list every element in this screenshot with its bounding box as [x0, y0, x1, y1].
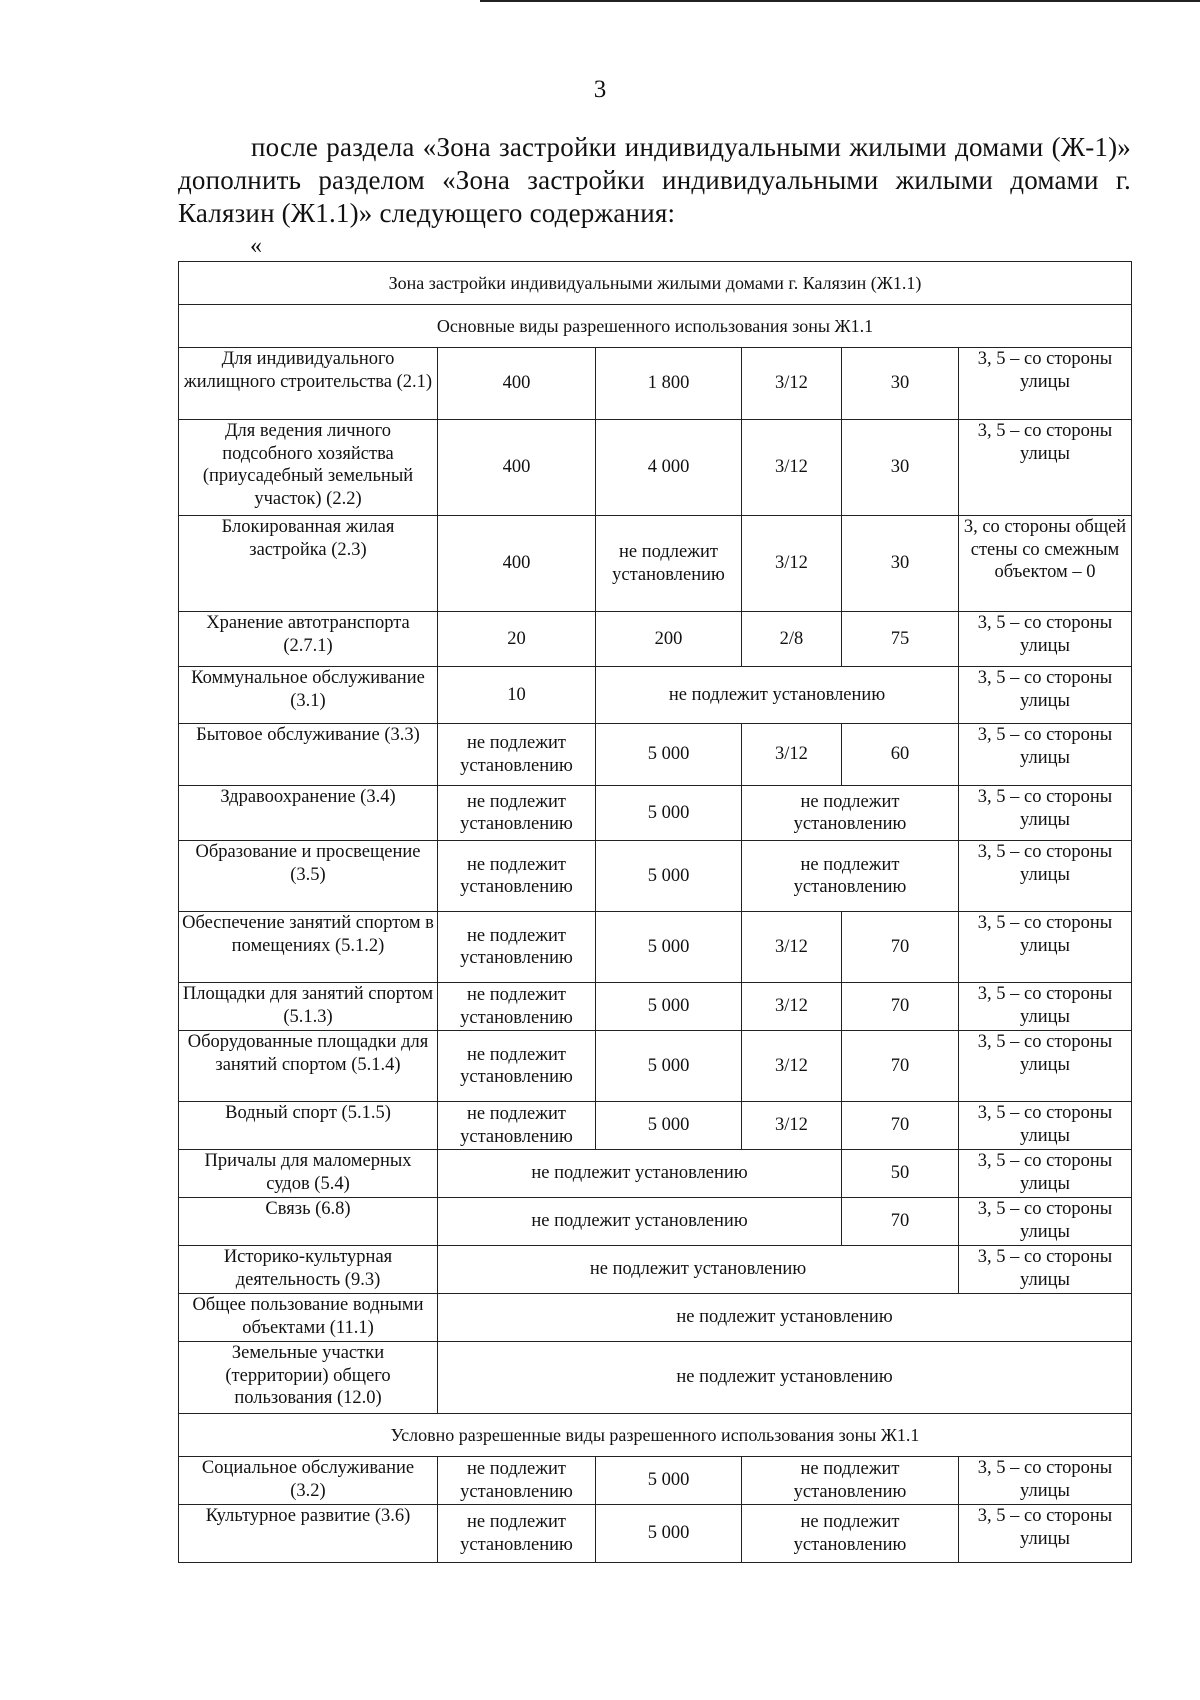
- min-area-cell: 20: [438, 612, 596, 667]
- table-row: [179, 724, 1132, 786]
- min-area-cell: не подлежит установлению: [438, 983, 596, 1031]
- setback-cell: 3, 5 – со стороны улицы: [959, 983, 1132, 1031]
- setback-cell: 3, 5 – со стороны улицы: [959, 348, 1132, 420]
- use-type-name: Культурное развитие (3.6): [179, 1505, 438, 1563]
- max-area-cell: 5 000: [596, 786, 742, 841]
- setback-cell: 3, 5 – со стороны улицы: [959, 1102, 1132, 1150]
- params-merged-cell: не подлежит установлению: [438, 1342, 1132, 1414]
- coverage-cell: 30: [842, 420, 959, 516]
- use-type-name: Общее пользование водными объектами (11.1): [179, 1294, 438, 1342]
- section-main-header: Основные виды разрешенного использования зоны Ж1.1: [179, 305, 1132, 348]
- max-area-cell: 200: [596, 612, 742, 667]
- coverage-cell: 70: [842, 1102, 959, 1150]
- floors-height-cell: 3/12: [742, 1102, 842, 1150]
- table-row: [179, 1342, 1132, 1414]
- max-area-cell: 5 000: [596, 1102, 742, 1150]
- use-type-name: Здравоохранение (3.4): [179, 786, 438, 841]
- use-type-name: Оборудованные площадки для занятий спортом (5.1.4): [179, 1031, 438, 1102]
- table-row: [179, 1294, 1132, 1342]
- max-area-cell: 5 000: [596, 724, 742, 786]
- params-merged-cell: не подлежит установлению: [438, 1198, 842, 1246]
- table-title: Зона застройки индивидуальными жилыми домами г. Калязин (Ж1.1): [179, 262, 1132, 305]
- floors-height-cell: 3/12: [742, 983, 842, 1031]
- table-row: [179, 1457, 1132, 1505]
- use-type-name: Хранение автотранспорта (2.7.1): [179, 612, 438, 667]
- table-row: [179, 420, 1132, 516]
- min-area-cell: не подлежит установлению: [438, 724, 596, 786]
- use-type-name: Коммунальное обслуживание (3.1): [179, 667, 438, 724]
- setback-cell: 3, 5 – со стороны улицы: [959, 1031, 1132, 1102]
- use-type-name: Бытовое обслуживание (3.3): [179, 724, 438, 786]
- setback-cell: 3, 5 – со стороны улицы: [959, 841, 1132, 912]
- min-area-cell: не подлежит установлению: [438, 1505, 596, 1563]
- floors-height-cell: 3/12: [742, 420, 842, 516]
- table-row: [179, 841, 1132, 912]
- min-area-cell: 400: [438, 420, 596, 516]
- use-type-name: Связь (6.8): [179, 1198, 438, 1246]
- setback-cell: 3, 5 – со стороны улицы: [959, 667, 1132, 724]
- table-row: [179, 1414, 1132, 1457]
- max-area-cell: 5 000: [596, 841, 742, 912]
- params-merged-cell: не подлежит установлению: [438, 1294, 1132, 1342]
- floors-coverage-merged-cell: не подлежит установлению: [742, 1457, 959, 1505]
- max-area-cell: 4 000: [596, 420, 742, 516]
- params-merged-cell: не подлежит установлению: [438, 1150, 842, 1198]
- floors-height-cell: 2/8: [742, 612, 842, 667]
- floors-height-cell: 3/12: [742, 516, 842, 612]
- min-area-cell: не подлежит установлению: [438, 841, 596, 912]
- coverage-cell: 30: [842, 516, 959, 612]
- floors-coverage-merged-cell: не подлежит установлению: [742, 1505, 959, 1563]
- floors-height-cell: 3/12: [742, 348, 842, 420]
- table-row: [179, 1246, 1132, 1294]
- page-number: 3: [593, 76, 607, 103]
- use-type-name: Причалы для маломерных судов (5.4): [179, 1150, 438, 1198]
- top-border-line: [480, 0, 1200, 2]
- table-row: [179, 1102, 1132, 1150]
- params-merged-cell: не подлежит установлению: [438, 1246, 959, 1294]
- min-area-cell: 400: [438, 348, 596, 420]
- coverage-cell: 50: [842, 1150, 959, 1198]
- setback-cell: 3, 5 – со стороны улицы: [959, 1246, 1132, 1294]
- table-row: [179, 786, 1132, 841]
- floors-height-cell: 3/12: [742, 912, 842, 983]
- coverage-cell: 60: [842, 724, 959, 786]
- table-row: [179, 1150, 1132, 1198]
- opening-quote: «: [250, 233, 262, 259]
- min-area-cell: не подлежит установлению: [438, 786, 596, 841]
- min-area-cell: 10: [438, 667, 596, 724]
- table-row: [179, 667, 1132, 724]
- use-type-name: Для ведения личного подсобного хозяйства (приусадебный земельный участок) (2.2): [179, 420, 438, 516]
- use-type-name: Обеспечение занятий спортом в помещениях (5.1.2): [179, 912, 438, 983]
- setback-cell: 3, 5 – со стороны улицы: [959, 420, 1132, 516]
- use-type-name: Блокированная жилая застройка (2.3): [179, 516, 438, 612]
- floors-height-cell: 3/12: [742, 1031, 842, 1102]
- setback-cell: 3, 5 – со стороны улицы: [959, 912, 1132, 983]
- zone-table: [178, 261, 1132, 1563]
- coverage-cell: 70: [842, 1198, 959, 1246]
- max-area-cell: 5 000: [596, 1457, 742, 1505]
- table-row: [179, 516, 1132, 612]
- min-area-cell: 400: [438, 516, 596, 612]
- setback-cell: 3, со стороны общей стены со смежным объектом – 0: [959, 516, 1132, 612]
- use-type-name: Водный спорт (5.1.5): [179, 1102, 438, 1150]
- setback-cell: 3, 5 – со стороны улицы: [959, 786, 1132, 841]
- use-type-name: Социальное обслуживание (3.2): [179, 1457, 438, 1505]
- floors-coverage-merged-cell: не подлежит установлению: [742, 786, 959, 841]
- setback-cell: 3, 5 – со стороны улицы: [959, 1198, 1132, 1246]
- min-area-cell: не подлежит установлению: [438, 1031, 596, 1102]
- coverage-cell: 75: [842, 612, 959, 667]
- coverage-cell: 70: [842, 912, 959, 983]
- table-row: [179, 1031, 1132, 1102]
- table-row: [179, 612, 1132, 667]
- use-type-name: Образование и просвещение (3.5): [179, 841, 438, 912]
- floors-height-cell: 3/12: [742, 724, 842, 786]
- max-area-cell: 5 000: [596, 912, 742, 983]
- intro-paragraph: после раздела «Зона застройки индивидуальными жилыми домами (Ж-1)» дополнить разделом «Зона застройки индивидуальными жилыми домами г. Калязин (Ж1.1)» следующего содержания:: [178, 132, 1131, 228]
- section-conditional-header: Условно разрешенные виды разрешенного использования зоны Ж1.1: [179, 1414, 1132, 1457]
- min-area-cell: не подлежит установлению: [438, 1457, 596, 1505]
- min-area-cell: не подлежит установлению: [438, 912, 596, 983]
- use-type-name: Для индивидуального жилищного строительства (2.1): [179, 348, 438, 420]
- zone-table-body: [179, 262, 1132, 1563]
- setback-cell: 3, 5 – со стороны улицы: [959, 612, 1132, 667]
- use-type-name: Историко-культурная деятельность (9.3): [179, 1246, 438, 1294]
- coverage-cell: 70: [842, 1031, 959, 1102]
- max-area-cell: не подлежит установлению: [596, 516, 742, 612]
- use-type-name: Площадки для занятий спортом (5.1.3): [179, 983, 438, 1031]
- table-row: [179, 912, 1132, 983]
- use-type-name: Земельные участки (территории) общего пользования (12.0): [179, 1342, 438, 1414]
- floors-coverage-merged-cell: не подлежит установлению: [742, 841, 959, 912]
- table-row: [179, 1505, 1132, 1563]
- params-merged-cell: не подлежит установлению: [596, 667, 959, 724]
- table-row: [179, 348, 1132, 420]
- coverage-cell: 30: [842, 348, 959, 420]
- table-row: [179, 1198, 1132, 1246]
- setback-cell: 3, 5 – со стороны улицы: [959, 1150, 1132, 1198]
- table-row: [179, 983, 1132, 1031]
- max-area-cell: 5 000: [596, 1505, 742, 1563]
- setback-cell: 3, 5 – со стороны улицы: [959, 1505, 1132, 1563]
- setback-cell: 3, 5 – со стороны улицы: [959, 1457, 1132, 1505]
- min-area-cell: не подлежит установлению: [438, 1102, 596, 1150]
- setback-cell: 3, 5 – со стороны улицы: [959, 724, 1132, 786]
- max-area-cell: 5 000: [596, 1031, 742, 1102]
- max-area-cell: 5 000: [596, 983, 742, 1031]
- coverage-cell: 70: [842, 983, 959, 1031]
- max-area-cell: 1 800: [596, 348, 742, 420]
